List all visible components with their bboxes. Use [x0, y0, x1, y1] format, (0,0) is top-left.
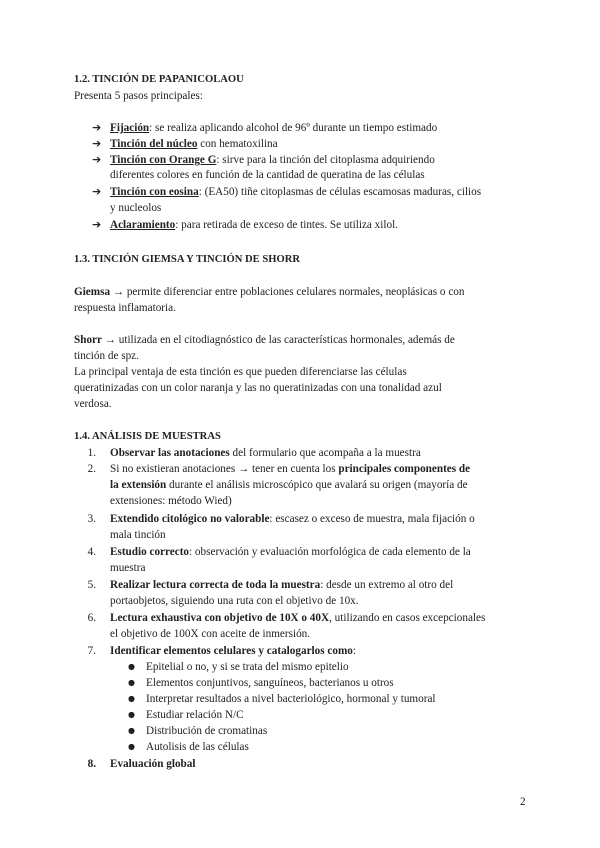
list-item-continuation: mala tinción [110, 529, 166, 541]
list-item: Extendido citológico no valorable: escasez o exceso de muestra, mala fijación o [110, 513, 475, 525]
list-item: Tinción del núcleo con hematoxilina [110, 138, 278, 150]
paragraph: verdosa. [74, 398, 112, 410]
bullet-icon: ● [128, 694, 135, 703]
list-item: Identificar elementos celulares y catalogarlos como: [110, 645, 356, 657]
list-item: Observar las anotaciones del formulario que acompaña a la muestra [110, 447, 421, 459]
list-item-continuation: y nucleolos [110, 202, 162, 214]
list-item-continuation: portaobjetos, siguiendo una ruta con el objetivo de 10x. [110, 595, 359, 607]
bullet-icon: ● [128, 678, 135, 687]
paragraph: Giemsa → permite diferenciar entre poblaciones celulares normales, neoplásicas o con [74, 286, 465, 298]
section-title-giemsa-shorr: 1.3. TINCIÓN GIEMSA Y TINCIÓN DE SHORR [74, 254, 301, 265]
list-item: Aclaramiento: para retirada de exceso de tintes. Se utiliza xilol. [110, 219, 398, 231]
list-item: Lectura exhaustiva con objetivo de 10X o 40X, utilizando en casos excepcionales [110, 612, 486, 624]
section-title-papanicolaou: 1.2. TINCIÓN DE PAPANICOLAOU [74, 74, 244, 85]
list-item-continuation: diferentes colores en función de la cantidad de queratina de las células [110, 169, 425, 181]
list-item-continuation: muestra [110, 562, 146, 574]
list-item-continuation: el objetivo de 100X con aceite de inmersión. [110, 628, 311, 640]
sub-list-item: Epitelial o no, y si se trata del mismo epitelio [146, 661, 349, 673]
list-item: Fijación: se realiza aplicando alcohol de 96º durante un tiempo estimado [110, 122, 438, 134]
sub-list-item: Autolisis de las células [146, 741, 249, 753]
arrow-icon: ➔ [92, 137, 102, 150]
arrow-icon: ➔ [92, 218, 102, 231]
list-item-continuation: la extensión durante el análisis microscópico que avalará su origen (mayoría de [110, 479, 468, 491]
list-item: Evaluación global [110, 758, 196, 770]
list-number: 4. [87, 546, 96, 558]
list-item: Estudio correcto: observación y evaluación morfológica de cada elemento de la [110, 546, 471, 558]
paragraph: respuesta inflamatoria. [74, 302, 176, 314]
list-number: 7. [87, 645, 96, 657]
sub-list-item: Estudiar relación N/C [146, 709, 244, 721]
sub-list-item: Elementos conjuntivos, sanguíneos, bacterianos u otros [146, 677, 394, 689]
list-number: 5. [87, 579, 96, 591]
page-number: 2 [520, 796, 526, 808]
arrow-icon: ➔ [92, 121, 102, 134]
arrow-icon: ➔ [92, 185, 102, 198]
paragraph: La principal ventaja de esta tinción es que pueden diferenciarse las células [74, 366, 407, 378]
list-number: 6. [87, 612, 96, 624]
bullet-icon: ● [128, 726, 135, 735]
paragraph: Shorr → utilizada en el citodiagnóstico de las características hormonales, además de [74, 334, 455, 346]
section-title-analisis: 1.4. ANÁLISIS DE MUESTRAS [74, 431, 221, 442]
bullet-icon: ● [128, 710, 135, 719]
list-item: Tinción con Orange G: sirve para la tinción del citoplasma adquiriendo [110, 154, 435, 166]
paragraph: queratinizadas con un color naranja y las no queratinizadas con una tonalidad azul [74, 382, 442, 394]
list-item: Tinción con eosina: (EA50) tiñe citoplasmas de células escamosas maduras, cilios [110, 186, 482, 198]
arrow-icon: ➔ [92, 153, 102, 166]
bullet-icon: ● [128, 662, 135, 671]
bullet-icon: ● [128, 742, 135, 751]
list-number: 2. [87, 463, 96, 475]
paragraph: Presenta 5 pasos principales: [74, 90, 203, 102]
list-item: Realizar lectura correcta de toda la muestra: desde un extremo al otro del [110, 579, 454, 591]
list-number: 8. [87, 758, 96, 770]
list-item: Si no existieran anotaciones → tener en cuenta los principales componentes de [110, 463, 471, 475]
sub-list-item: Interpretar resultados a nivel bacteriológico, hormonal y tumoral [146, 693, 436, 705]
sub-list-item: Distribución de cromatinas [146, 725, 268, 737]
list-number: 3. [87, 513, 96, 525]
list-item-continuation: extensiones: método Wied) [110, 495, 232, 507]
paragraph: tinción de spz. [74, 350, 139, 362]
list-number: 1. [87, 447, 96, 459]
